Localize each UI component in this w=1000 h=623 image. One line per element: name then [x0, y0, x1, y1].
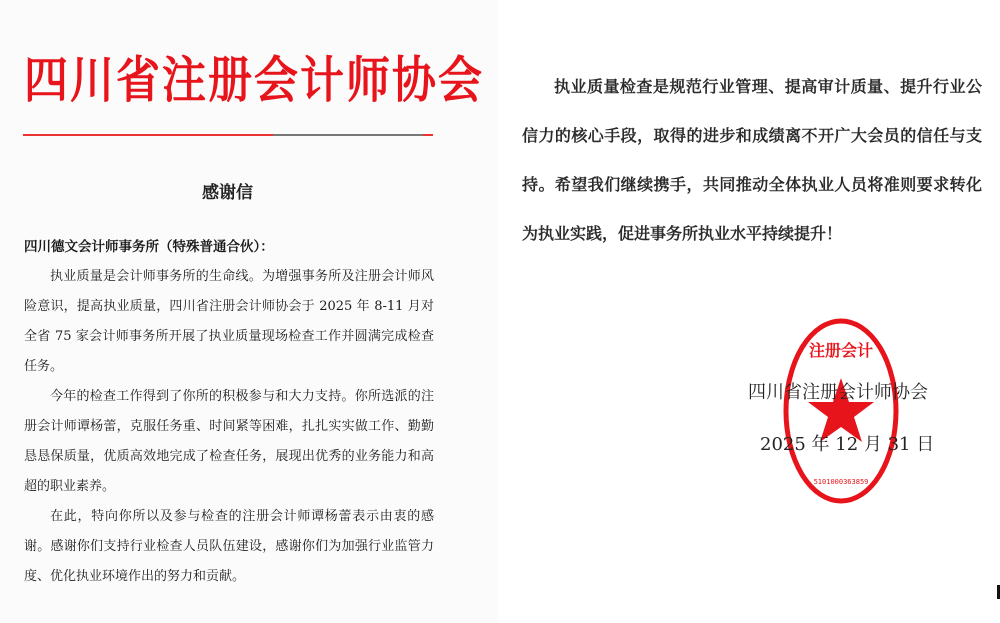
official-seal-icon: [782, 316, 900, 506]
paragraph-2: 今年的检查工作得到了你所的积极参与和大力支持。你所选派的注册会计师谭杨蕾，克服任务重、时间紧等困难，扎扎实实做工作、勤勤恳恳保质量，优质高效地完成了检查任务，展现出优秀的业务能力和高超的职业素养。: [24, 389, 434, 494]
svg-text:5101000363859: 5101000363859: [813, 478, 869, 486]
masthead-title: 四川省注册会计师协会: [24, 52, 484, 110]
header-rule: [23, 134, 433, 136]
svg-text:注册会计: 注册会计: [808, 341, 874, 360]
letter-body-left: [24, 232, 434, 592]
paragraph-1: 执业质量是会计师事务所的生命线。为增强事务所及注册会计师风险意识，提高执业质量，四川省注册会计师协会于 2025 年 8-11 月对全省 75 家会计师事务所开展了执业质量现场检查工作并圆满完成检查任务。: [24, 269, 434, 374]
header-rule-segment: [273, 134, 423, 136]
paragraph-3: 在此，特向你所以及参与检查的注册会计师谭杨蕾表示由衷的感谢。感谢你们支持行业检查人员队伍建设，感谢你们为加强行业监管力度、优化执业环境作出的努力和贡献。: [24, 509, 434, 584]
letter-title: 感谢信: [202, 183, 253, 203]
sign-date: 2025 年 12 月 31 日: [760, 434, 935, 455]
letter-body-right: [522, 62, 982, 258]
paragraph-4: 执业质量检查是规范行业管理、提高审计质量、提升行业公信力的核心手段，取得的进步和成绩离不开广大会员的信任与支持。希望我们继续携手，共同推动全体执业人员将准则要求转化为执业实践，促进事务所执业水平持续提升！: [522, 77, 982, 243]
salutation: 四川德文会计师事务所（特殊普通合伙）：: [24, 239, 274, 255]
signature: 四川省注册会计师协会: [748, 382, 928, 403]
letter-page-left: [0, 0, 498, 623]
